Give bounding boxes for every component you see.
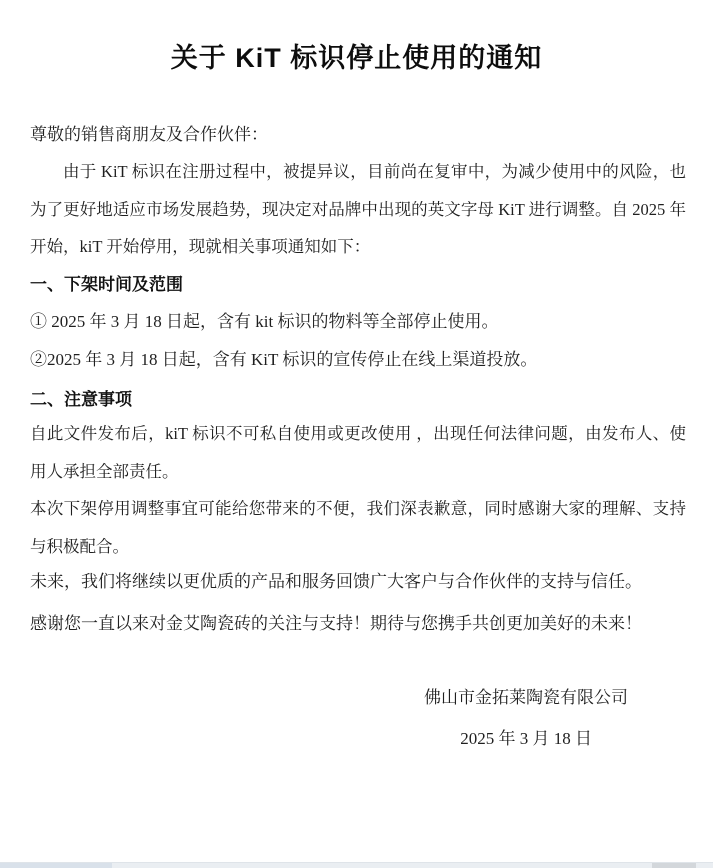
horizontal-scrollbar-thumb-right[interactable] xyxy=(652,863,696,868)
closing-paragraph-1: 未来，我们将继续以更优质的产品和服务回馈广大客户与合作伙伴的支持与信任。 xyxy=(30,572,642,591)
section2-note1: 自此文件发布后，kiT 标识不可私自使用或更改使用 ，出现任何法律问题，由发布人、使用人承担全部责任。 xyxy=(30,424,686,481)
document-title: 关于 KiT 标识停止使用的通知 xyxy=(170,43,543,73)
section2-note2: 本次下架停用调整事宜可能给您带来的不便，我们深表歉意，同时感谢大家的理解、支持与积极配合。 xyxy=(30,499,686,556)
section1-heading: 一、下架时间及范围 xyxy=(30,275,183,294)
horizontal-scrollbar-track[interactable] xyxy=(0,862,713,868)
signature-company: 佛山市金拓莱陶瓷有限公司 xyxy=(424,688,628,707)
intro-paragraph: 由于 KiT 标识在注册过程中，被提异议，目前尚在复审中，为减少使用中的风险，也为了更好地适应市场发展趋势，现决定对品牌中出现的英文字母 KiT 进行调整。自 2025 年开始，kiT 开始停用，现就相关事项通知如下： xyxy=(30,162,686,257)
signature-date: 2025 年 3 月 18 日 xyxy=(460,729,592,748)
closing-paragraph-2: 感谢您一直以来对金艾陶瓷砖的关注与支持！期待与您携手共创更加美好的未来！ xyxy=(30,614,642,633)
section2-heading: 二、注意事项 xyxy=(30,390,132,409)
horizontal-scrollbar-thumb[interactable] xyxy=(0,863,112,868)
section1-item2: ②2025 年 3 月 18 日起，含有 KiT 标识的宣传停止在线上渠道投放。 xyxy=(30,350,538,369)
section1-item1: ① 2025 年 3 月 18 日起，含有 kit 标识的物料等全部停止使用。 xyxy=(30,312,499,331)
greeting-line: 尊敬的销售商朋友及合作伙伴： xyxy=(30,125,268,144)
